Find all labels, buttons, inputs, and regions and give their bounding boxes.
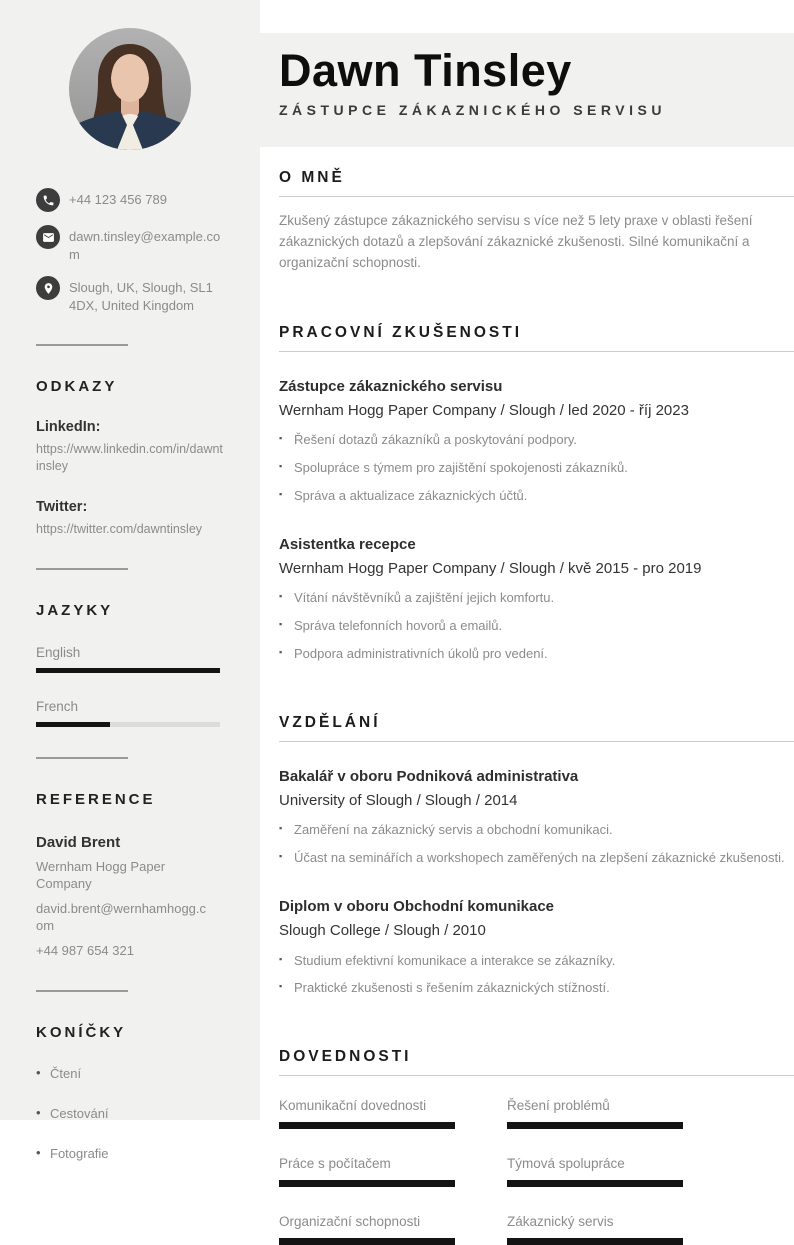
twitter-label: Twitter: [36,498,88,515]
skill-item [507,1098,683,1129]
sidebar [0,0,260,1161]
job-bullet: ▪ Vítání návštěvníků a zajištění jejich komfortu. [279,589,794,608]
hobby-item: • Cestování [36,1106,224,1121]
skill-level-fill [279,1122,455,1129]
language-level-fill [36,668,220,673]
degree-bullets [279,952,794,999]
contact-phone [36,188,224,212]
degree-bullets [279,821,794,868]
sidebar-divider [36,757,128,759]
contact-location [36,276,224,314]
education-heading: VZDĚLÁNÍ [279,714,794,742]
person-name: Dawn Tinsley [279,45,572,96]
sidebar-divider [36,344,128,346]
location-icon [36,276,60,300]
degree-bullet: ▪ Studium efektivní komunikace a interakce se zákazníky. [279,952,794,971]
hobbies-list [36,1066,224,1161]
linkedin-label: LinkedIn: [36,419,101,436]
sidebar-divider [36,990,128,992]
section-experience [279,324,794,664]
skill-item [279,1098,455,1129]
sidebar-divider [36,568,128,570]
email-address: dawn.tinsley@example.com [69,229,221,262]
job-meta: Wernham Hogg Paper Company / Slough / kvě 2015 - pro 2019 [279,559,702,577]
job-bullets [279,589,794,664]
experience-entry [279,376,794,506]
language-item [36,699,224,727]
skill-item [279,1156,455,1187]
email-icon [36,225,60,249]
skill-name: Týmová spolupráce [507,1156,625,1172]
reference-company: Wernham Hogg Paper Company [36,858,166,892]
experience-entry [279,534,794,664]
languages-heading: JAZYKY [36,601,114,619]
twitter-url[interactable]: https://twitter.com/dawntinsley [36,521,203,536]
degree-bullet: ▪ Účast na seminářích a workshopech zaměřených na zlepšení zákaznické zkušenosti. [279,849,794,868]
contact-list [36,188,224,314]
skill-level-fill [279,1180,455,1187]
education-entry [279,896,794,998]
references-heading: REFERENCE [36,790,156,808]
hobby-item: • Čtení [36,1066,224,1081]
skill-name: Zákaznický servis [507,1214,614,1230]
phone-icon [36,188,60,212]
skill-level-bar [279,1122,455,1129]
about-heading: O MNĚ [279,169,794,197]
hobbies-heading: KONÍČKY [36,1023,127,1041]
degree-title: Bakalář v oboru Podniková administrativa [279,767,579,785]
skill-level-bar [507,1238,683,1245]
section-about [279,169,794,274]
language-level-fill [36,722,110,727]
profile-photo [69,28,191,150]
job-bullet: ▪ Správa a aktualizace zákaznických účtů. [279,487,794,506]
job-title: Asistentka recepce [279,535,416,553]
job-bullet: ▪ Podpora administrativních úkolů pro vedení. [279,645,794,664]
about-text: Zkušený zástupce zákaznického servisu s více než 5 lety praxe v oblasti řešení zákaznických dotazů a zlepšování zákaznické zkušenosti. Silné komunikační a organizační schopnosti. [279,213,753,270]
skill-level-fill [507,1122,683,1129]
job-bullet: ▪ Spolupráce s týmem pro zajištění spokojenosti zákazníků. [279,459,794,478]
skill-item [507,1214,683,1245]
link-item-twitter [36,499,224,538]
language-name: French [36,698,79,714]
skill-item [279,1214,455,1245]
reference-name: David Brent [36,833,121,851]
skill-level-bar [279,1238,455,1245]
reference-phone: +44 987 654 321 [36,943,134,958]
contact-email [36,225,224,263]
location-text: Slough, UK, Slough, SL1 4DX, United Kingdom [69,280,213,313]
linkedin-url[interactable]: https://www.linkedin.com/in/dawntinsley [36,442,223,474]
links-heading: ODKAZY [36,378,118,396]
link-item-linkedin [36,419,224,475]
reference-email: david.brent@wernhamhogg.com [36,900,207,934]
education-entry [279,766,794,868]
skill-level-bar [507,1122,683,1129]
skill-level-fill [507,1180,683,1187]
degree-meta: University of Slough / Slough / 2014 [279,791,518,809]
header-band [260,33,794,147]
skills-grid [279,1098,794,1245]
job-meta: Wernham Hogg Paper Company / Slough / led 2020 - říj 2023 [279,401,689,419]
language-item [36,645,224,673]
experience-heading: PRACOVNÍ ZKUŠENOSTI [279,324,794,352]
skill-level-fill [279,1238,455,1245]
degree-bullet: ▪ Praktické zkušenosti s řešením zákaznických stížností. [279,979,794,998]
hobby-item: • Fotografie [36,1146,224,1161]
job-bullet: ▪ Správa telefonních hovorů a emailů. [279,617,794,636]
job-bullets [279,431,794,506]
skill-name: Práce s počítačem [279,1156,391,1172]
job-title: Zástupce zákaznického servisu [279,377,503,395]
job-bullet: ▪ Řešení dotazů zákazníků a poskytování podpory. [279,431,794,450]
language-level-bar [36,722,220,727]
portrait-illustration [69,28,191,150]
skill-name: Organizační schopnosti [279,1214,421,1230]
section-education [279,714,794,998]
skill-level-bar [507,1180,683,1187]
person-job-title: ZÁSTUPCE ZÁKAZNICKÉHO SERVISU [279,101,666,118]
skills-heading: DOVEDNOSTI [279,1048,794,1076]
skill-item [507,1156,683,1187]
degree-bullet: ▪ Zaměření na zákaznický servis a obchodní komunikaci. [279,821,794,840]
main-column [260,0,794,1245]
degree-meta: Slough College / Slough / 2010 [279,921,486,939]
skill-level-fill [507,1238,683,1245]
degree-title: Diplom v oboru Obchodní komunikace [279,898,555,916]
language-level-bar [36,668,220,673]
skill-level-bar [279,1180,455,1187]
language-name: English [36,644,81,660]
phone-number: +44 123 456 789 [69,192,167,207]
skill-name: Řešení problémů [507,1098,610,1114]
section-skills [279,1048,794,1245]
skill-name: Komunikační dovednosti [279,1098,427,1114]
